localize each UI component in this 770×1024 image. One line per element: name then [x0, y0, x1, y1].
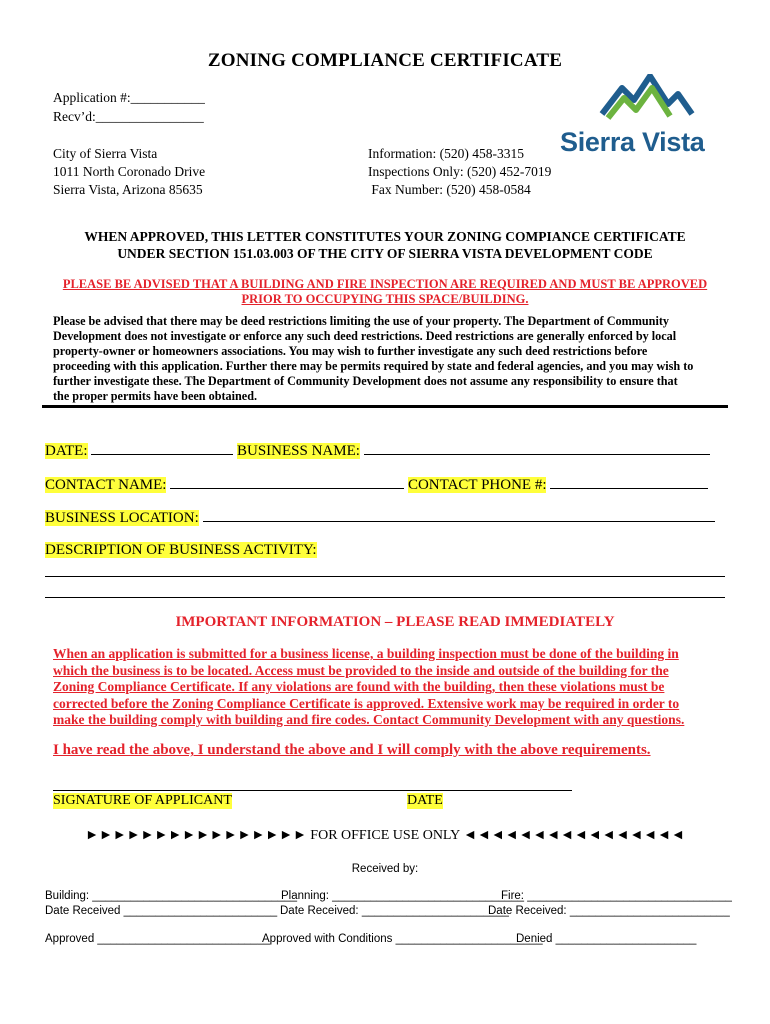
sierra-vista-logo: [560, 74, 720, 158]
business-name-label: BUSINESS NAME:: [237, 443, 360, 459]
date-label: DATE:: [45, 443, 88, 459]
contact-line: Fax Number: (520) 458-0584: [368, 182, 531, 197]
description-label: DESCRIPTION OF BUSINESS ACTIVITY:: [45, 542, 317, 558]
paragraph-line: proceeding with this application. Further there may be permits required by state and federal agencies, and you may wish to: [53, 359, 694, 373]
statement-line: UNDER SECTION 151.03.003 OF THE CITY OF SIERRA VISTA DEVELOPMENT CODE: [117, 246, 653, 261]
address-line: 1011 North Coronado Drive: [53, 164, 206, 179]
fire-date-received[interactable]: Date Received: _________________________: [488, 905, 730, 917]
paragraph-line: further investigate these. The Department of Community Development does not assume any responsibility to ensure that: [53, 374, 678, 388]
date-input[interactable]: [91, 440, 233, 455]
planning-date-received[interactable]: Date Received: _______________________: [280, 905, 509, 917]
paragraph-line: Development does not investigate or enforce any such deed restrictions. Deed restrictions are generally enforced by local: [53, 329, 677, 343]
approval-statement: [40, 228, 730, 262]
received-date: Recv’d:________________: [53, 109, 204, 124]
address-line: Sierra Vista, Arizona 85635: [53, 182, 203, 197]
building-date-received[interactable]: Date Received ________________________: [45, 905, 278, 917]
logo-text: Sierra Vista: [560, 127, 705, 157]
description-input-line-2[interactable]: [45, 597, 725, 598]
inspection-warning: [40, 277, 730, 307]
warning-line: PRIOR TO OCCUPYING THIS SPACE/BUILDING.: [241, 292, 529, 306]
signature-line[interactable]: [53, 790, 572, 791]
application-number: Application #:___________: [53, 90, 205, 105]
denied-field[interactable]: Denied ______________________: [516, 933, 697, 945]
important-line: corrected before the Zoning Compliance Certificate is approved. Extensive work may be required in order to: [53, 695, 680, 711]
contact-line: Information: (520) 458-3315: [368, 146, 524, 161]
signature-date-label: DATE: [407, 793, 443, 808]
important-heading: IMPORTANT INFORMATION – PLEASE READ IMMEDIATELY: [175, 614, 615, 630]
business-location-input[interactable]: [203, 507, 715, 522]
description-field-row: [45, 541, 317, 559]
business-location-label: BUSINESS LOCATION:: [45, 510, 199, 526]
contact-phone-label: CONTACT PHONE #:: [407, 477, 547, 493]
office-use-heading: ►►►►►►►►►►►►►►►► FOR OFFICE USE ONLY ◄◄◄◄◄◄◄◄◄◄◄◄◄◄◄◄: [85, 828, 685, 843]
page-title: ZONING COMPLIANCE CERTIFICATE: [207, 50, 563, 71]
contact-block: [368, 145, 551, 199]
important-line: When an application is submitted for a business license, a building inspection must be done of the building in: [53, 646, 679, 661]
statement-line: WHEN APPROVED, THIS LETTER CONSTITUTES YOUR ZONING COMPIANCE CERTIFICATE: [84, 229, 686, 244]
important-line: which the business is to be located. Access must be provided to the inside and outside of the building for the: [53, 662, 669, 678]
section-divider: [42, 405, 728, 408]
important-line: make the building comply with building and fire codes. Contact Community Development with any questions.: [53, 712, 685, 727]
acknowledgement: I have read the above, I understand the above and I will comply with the above requirements.: [53, 742, 651, 758]
received-by-label: Received by:: [351, 863, 419, 875]
paragraph-line: the proper permits have been obtained.: [53, 389, 258, 403]
location-field-row: [45, 507, 715, 527]
approved-field[interactable]: Approved ___________________________: [45, 933, 271, 945]
address-line: City of Sierra Vista: [53, 146, 158, 161]
important-paragraph: [53, 646, 720, 729]
address-block: [53, 145, 205, 199]
business-name-input[interactable]: [364, 440, 710, 455]
warning-line: PLEASE BE ADVISED THAT A BUILDING AND FIRE INSPECTION ARE REQUIRED AND MUST BE APPROVED: [62, 277, 708, 291]
planning-field[interactable]: Planning: ______________________________: [281, 890, 525, 902]
important-line: Zoning Compliance Certificate. If any violations are found with the building, then these violations must be: [53, 679, 665, 694]
paragraph-line: property-owner or homeowners associations. You may wish to further investigate any such deed restrictions before: [53, 344, 648, 358]
signature-label: SIGNATURE OF APPLICANT: [53, 793, 232, 808]
date-field-row: [45, 440, 710, 460]
contact-name-label: CONTACT NAME:: [45, 477, 167, 493]
contact-name-input[interactable]: [170, 474, 404, 489]
paragraph-line: Please be advised that there may be deed restrictions limiting the use of your property. The Department of Community: [53, 314, 669, 328]
deed-restrictions-paragraph: [53, 314, 725, 404]
building-field[interactable]: Building: ________________________________: [45, 890, 297, 902]
approved-conditions-field[interactable]: Approved with Conditions _______________________: [262, 933, 543, 945]
contact-phone-input[interactable]: [550, 474, 708, 489]
contact-line: Inspections Only: (520) 452-7019: [368, 164, 552, 179]
description-input-line-1[interactable]: [45, 576, 725, 577]
contact-field-row: [45, 474, 708, 494]
mountain-icon: [560, 74, 720, 122]
fire-field[interactable]: Fire: ________________________________: [501, 890, 732, 902]
